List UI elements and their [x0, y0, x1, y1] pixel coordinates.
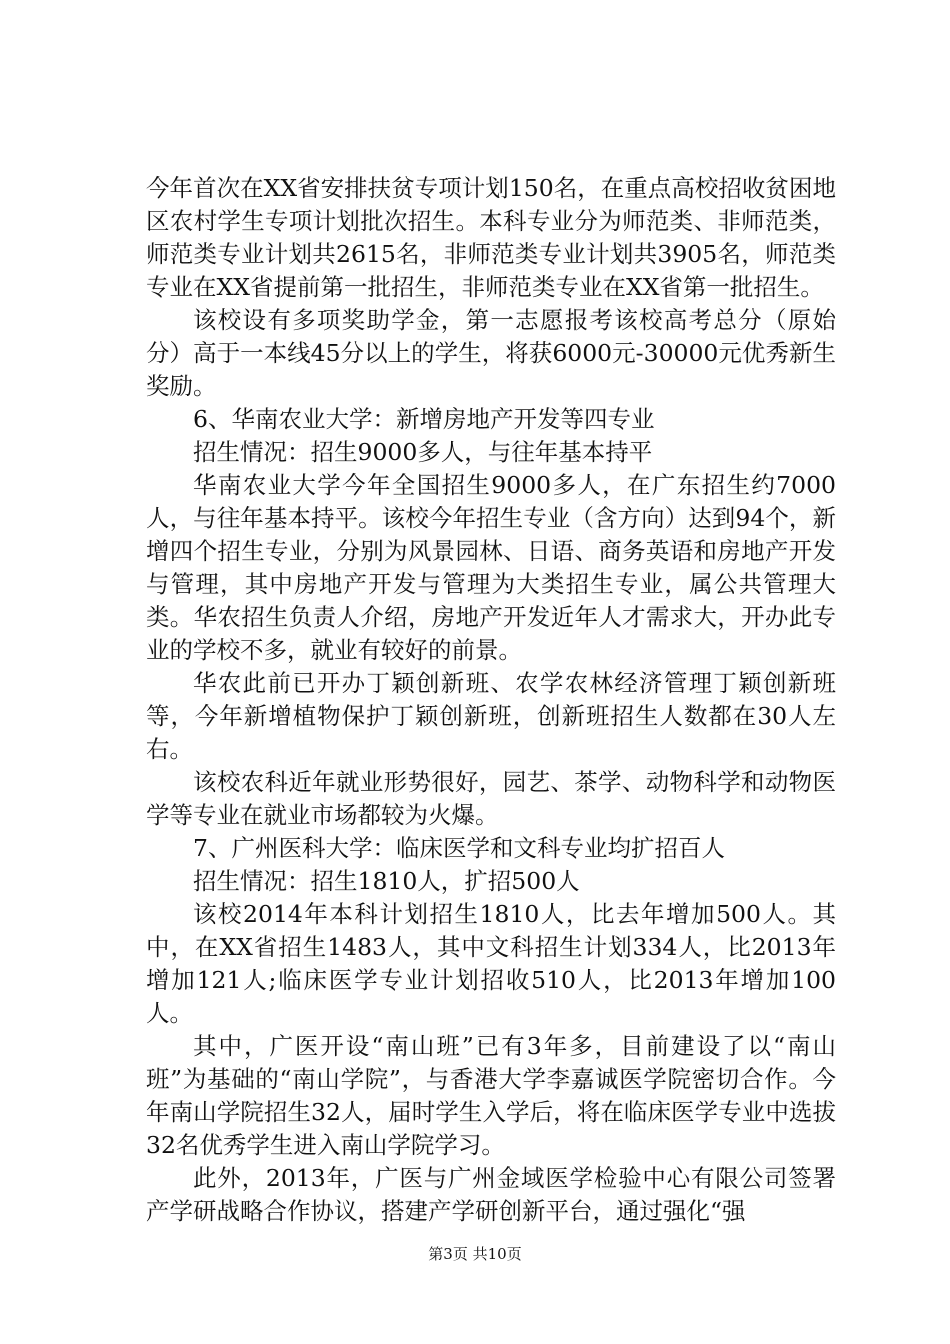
section-heading-6: 6、华南农业大学：新增房地产开发等四专业 [193, 405, 655, 433]
paragraph-12: 此外，2013年，广医与广州金域医学检验中心有限公司签署产学研战略合作协议，搭建产学研创新平台，通过强化“强 [146, 1164, 836, 1225]
paragraph-6: 华农此前已开办丁颖创新班、农学农林经济管理丁颖创新班等，今年新增植物保护丁颖创新班，创新班招生人数都在30人左右。 [146, 669, 836, 763]
enrollment-summary-7: 招生情况：招生1810人，扩招500人 [193, 867, 580, 895]
paragraph-1: 今年首次在XX省安排扶贫专项计划150名，在重点高校招收贫困地区农村学生专项计划批次招生。本科专业分为师范类、非师范类，师范类专业计划共2615名，非师范类专业计划共3905名，师范类专业在XX省提前第一批招生，非师范类专业在XX省第一批招生。 [146, 174, 836, 301]
enrollment-summary-6: 招生情况：招生9000多人，与往年基本持平 [193, 438, 653, 466]
page-number-footer: 第3页 共10页 [428, 1245, 522, 1263]
section-heading-7: 7、广州医科大学：临床医学和文科专业均扩招百人 [193, 834, 725, 862]
paragraph-11: 其中，广医开设“南山班”已有3年多，目前建设了以“南山班”为基础的“南山学院”，与香港大学李嘉诚医学院密切合作。今年南山学院招生32人，届时学生入学后，将在临床医学专业中选拔32名优秀学生进入南山学院学习。 [146, 1032, 836, 1159]
paragraph-2: 该校设有多项奖助学金，第一志愿报考该校高考总分（原始分）高于一本线45分以上的学生，将获6000元-30000元优秀新生奖励。 [146, 306, 836, 400]
paragraph-10: 该校2014年本科计划招生1810人，比去年增加500人。其中，在XX省招生1483人，其中文科招生计划334人，比2013年增加121人;临床医学专业计划招收510人，比2013年增加100人。 [146, 900, 836, 1027]
document-body [146, 172, 836, 1228]
paragraph-5: 华南农业大学今年全国招生9000多人，在广东招生约7000人，与往年基本持平。该校今年招生专业（含方向）达到94个，新增四个招生专业，分别为风景园林、日语、商务英语和房地产开发与管理，其中房地产开发与管理为大类招生专业，属公共管理大类。华农招生负责人介绍，房地产开发近年人才需求大，开办此专业的学校不多，就业有较好的前景。 [146, 471, 836, 664]
paragraph-7: 该校农科近年就业形势很好，园艺、茶学、动物科学和动物医学等专业在就业市场都较为火爆。 [146, 768, 836, 829]
